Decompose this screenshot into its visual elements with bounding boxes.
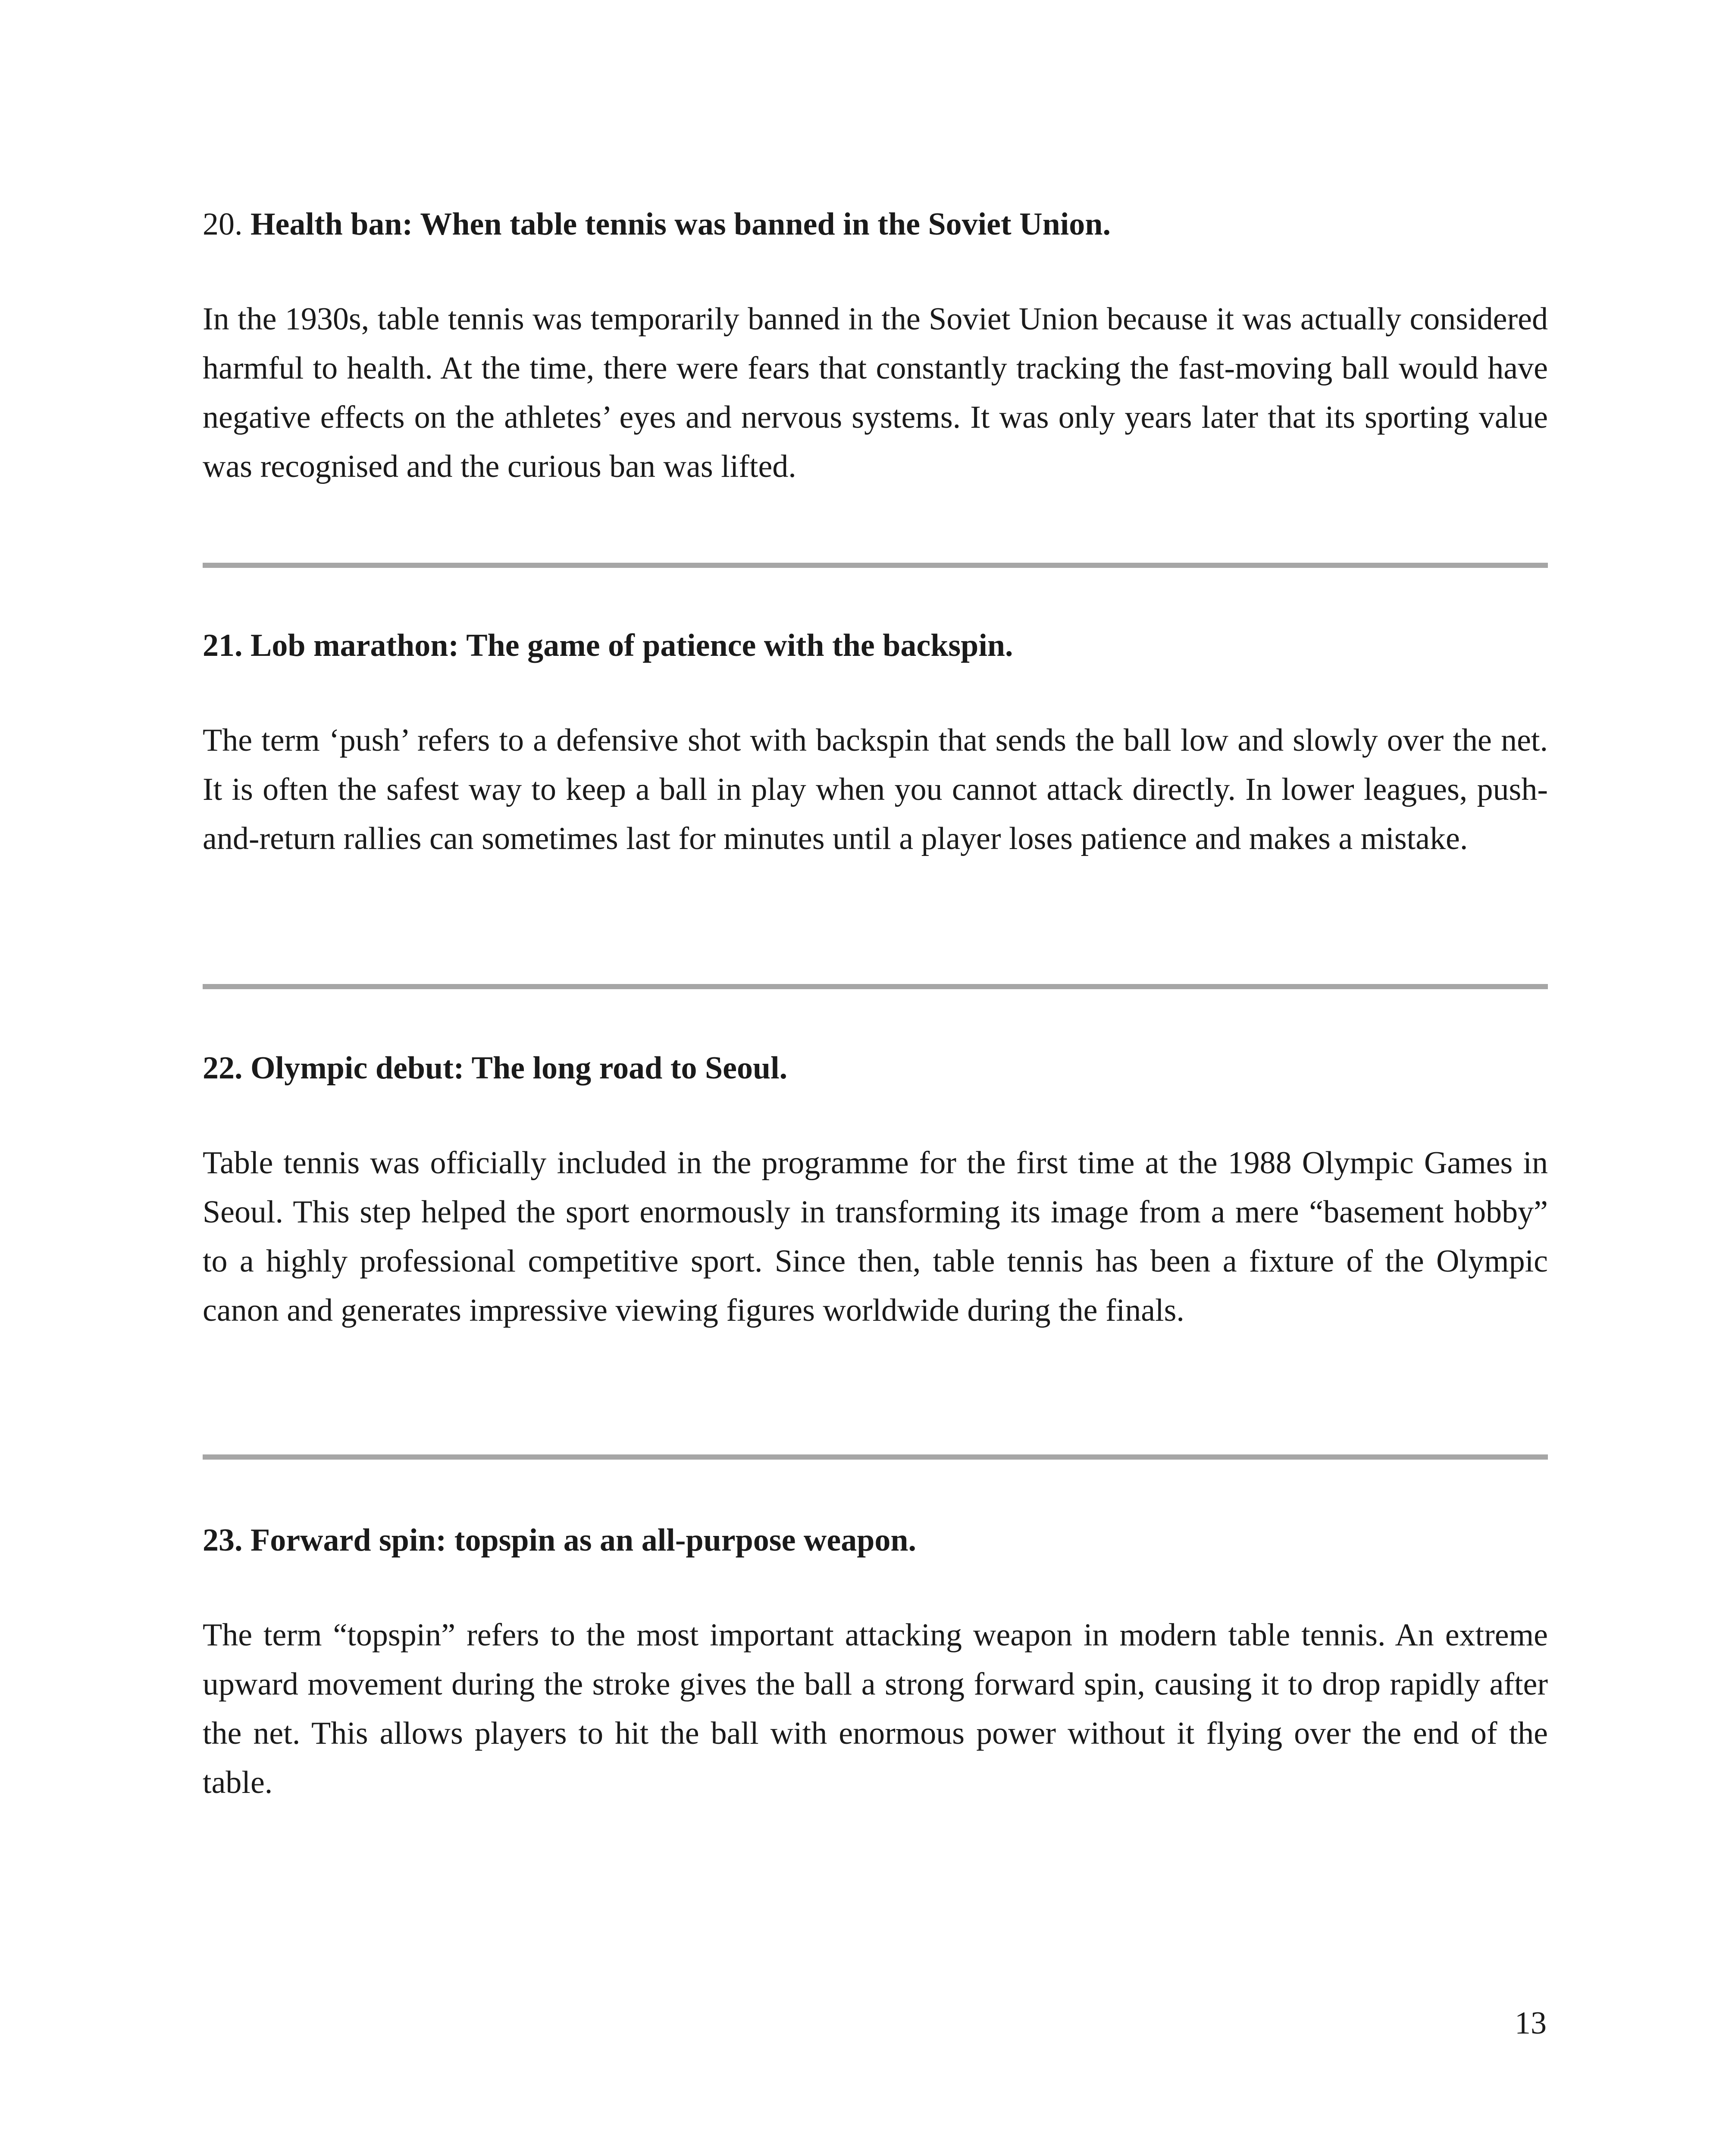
page-number: 13 [1515,2006,1547,2041]
section-body: Table tennis was officially included in the programme for the first time at the 1988 Olympic Games in Seoul. This step helped the sport enormously in transforming its image from a mere “basement hobby” to a highly professional competitive sport. Since then, table tennis has been a fixture of the Olympic canon and generates impressive viewing figures worldwide during the finals. [203,1145,1548,1329]
section-body: In the 1930s, table tennis was temporarily banned in the Soviet Union because it was actually considered harmful to health. At the time, there were fears that constantly tracking the fast-moving ball would have negative effects on the athletes’ eyes and nervous systems. It was only years later that its sporting value was recognised and the curious ban was lifted. [203,301,1548,485]
section-title: Health ban: When table tennis was banned in the Soviet Union. [251,207,1111,242]
section-heading [203,627,1548,664]
section-heading [203,206,1548,243]
section-title: Lob marathon: The game of patience with the backspin. [251,628,1013,663]
section-20 [203,206,1548,491]
section-title: Olympic debut: The long road to Seoul. [251,1050,788,1086]
section-number: 21. [203,628,243,663]
section-22 [203,1050,1548,1335]
section-title: Forward spin: topspin as an all-purpose weapon. [251,1523,917,1558]
section-body: The term ‘push’ refers to a defensive shot with backspin that sends the ball low and slowly over the net. It is often the safest way to keep a ball in play when you cannot attack directly. In lower leagues, push-and-return rallies can sometimes last for minutes until a player loses patience and makes a mistake. [203,723,1548,857]
section-heading [203,1050,1548,1087]
section-divider [203,1454,1548,1460]
section-divider [203,563,1548,568]
section-heading [203,1522,1548,1559]
section-21 [203,627,1548,863]
section-number: 23. [203,1523,243,1558]
section-number: 20. [203,207,243,242]
section-divider [203,984,1548,989]
section-body: The term “topspin” refers to the most important attacking weapon in modern table tennis. An extreme upward movement during the stroke gives the ball a strong forward spin, causing it to drop rapidly after the net. This allows players to hit the ball with enormous power without it flying over the end of the table. [203,1617,1548,1801]
section-23 [203,1522,1548,1807]
section-number: 22. [203,1050,243,1086]
